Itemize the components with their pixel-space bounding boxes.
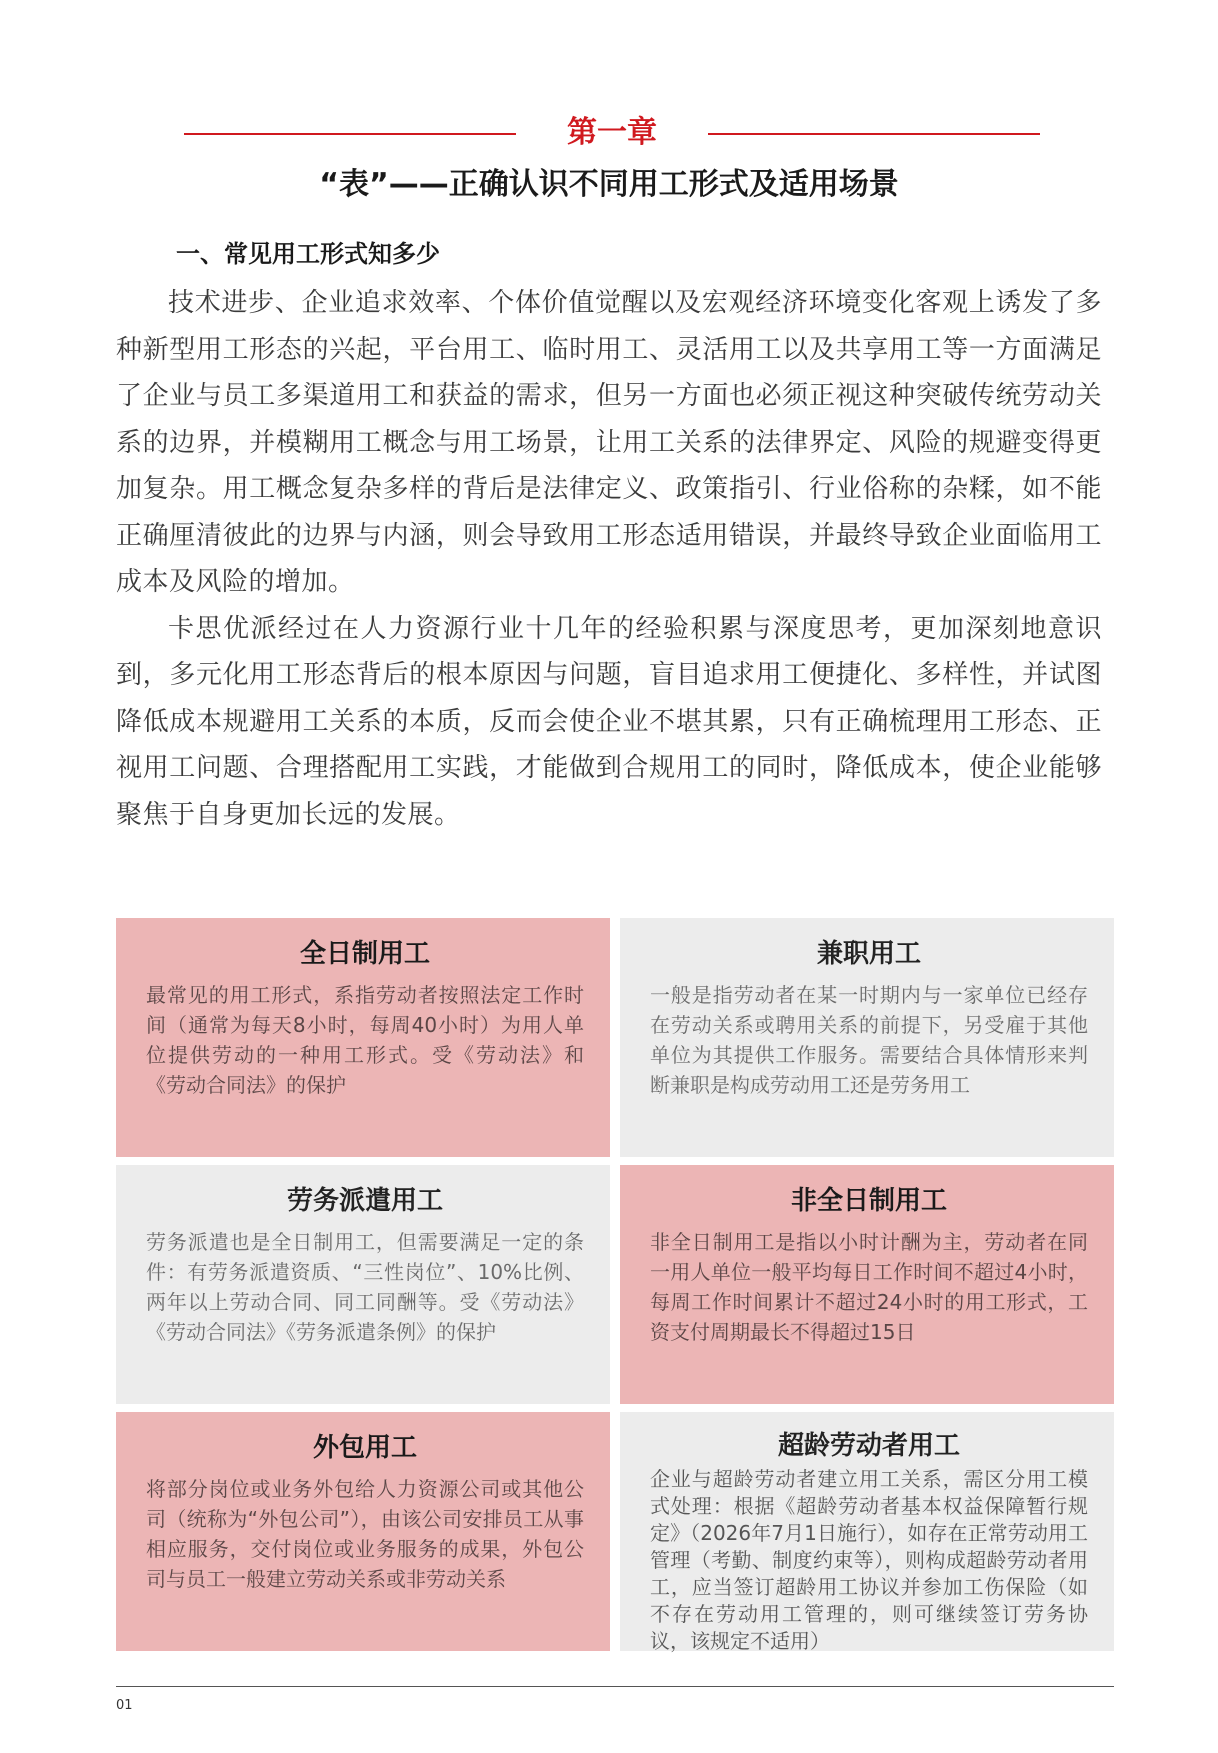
footer-rule: [116, 1686, 1114, 1687]
page-number: 01: [116, 1698, 133, 1713]
chapter-label: 第一章: [567, 115, 657, 150]
paragraph: 卡思优派经过在人力资源行业十几年的经验积累与深度思考，更加深刻地意识到，多元化用工形态背后的根本原因与问题，盲目追求用工便捷化、多样性，并试图降低成本规避用工关系的本质，反而会使企业不堪其累，只有正确梳理用工形态、正视用工问题、合理搭配用工实践，才能做到合规用工的同时，降低成本，使企业能够聚焦于自身更加长远的发展。: [116, 613, 1102, 830]
card-labor-dispatch: [116, 1165, 610, 1404]
card-title: 非全日制用工: [790, 1186, 947, 1216]
card-body: 企业与超龄劳动者建立用工关系，需区分用工模式处理：根据《超龄劳动者基本权益保障暂行规定》（2026年7月1日施行），如存在正常劳动用工管理（考勤、制度约束等），则构成超龄劳动者用工，应当签订超龄用工协议并参加工伤保险（如不存在劳动用工管理的，则可继续签订劳务协议，该规定不适用）: [650, 1467, 1088, 1653]
card-non-full-time: [620, 1165, 1114, 1404]
chapter-rule-right: [708, 133, 1040, 135]
card-title: 外包用工: [312, 1433, 417, 1463]
chapter-title: “表”——正确认识不同用工形式及适用场景: [319, 167, 899, 202]
card-title: 超龄劳动者用工: [777, 1431, 960, 1461]
card-body: 一般是指劳动者在某一时期内与一家单位已经存在劳动关系或聘用关系的前提下，另受雇于其他单位为其提供工作服务。需要结合具体情形来判断兼职是构成劳动用工还是劳务用工: [650, 983, 1088, 1097]
card-outsourcing: [116, 1412, 610, 1651]
card-full-time: [116, 918, 610, 1157]
card-over-age-workers: [620, 1412, 1114, 1651]
card-body: 将部分岗位或业务外包给人力资源公司或其他公司（统称为“外包公司”），由该公司安排员工从事相应服务，交付岗位或业务服务的成果，外包公司与员工一般建立劳动关系或非劳动关系: [146, 1477, 584, 1591]
card-title: 兼职用工: [816, 939, 921, 969]
card-title: 全日制用工: [299, 939, 430, 969]
paragraph: 技术进步、企业追求效率、个体价值觉醒以及宏观经济环境变化客观上诱发了多种新型用工形态的兴起，平台用工、临时用工、灵活用工以及共享用工等一方面满足了企业与员工多渠道用工和获益的需求，但另一方面也必须正视这种突破传统劳动关系的边界，并模糊用工概念与用工场景，让用工关系的法律界定、风险的规避变得更加复杂。用工概念复杂多样的背后是法律定义、政策指引、行业俗称的杂糅，如不能正确厘清彼此的边界与内涵，则会导致用工形态适用错误，并最终导致企业面临用工成本及风险的增加。: [116, 288, 1102, 597]
card-body: 劳务派遣也是全日制用工，但需要满足一定的条件：有劳务派遣资质、“三性岗位”、10%比例、两年以上劳动合同、同工同酬等。受《劳动法》《劳动合同法》《劳务派遣条例》的保护: [146, 1230, 584, 1344]
chapter-header: [184, 108, 1040, 158]
card-body: 非全日制用工是指以小时计酬为主，劳动者在同一用人单位一般平均每日工作时间不超过4小时，每周工作时间累计不超过24小时的用工形式，工资支付周期最长不得超过15日: [650, 1230, 1088, 1344]
card-part-time-job: [620, 918, 1114, 1157]
section-heading: 一、常见用工形式知多少: [176, 240, 440, 268]
employment-types-grid: [116, 918, 1114, 1653]
card-title: 劳务派遣用工: [286, 1186, 443, 1216]
card-body: 最常见的用工形式，系指劳动者按照法定工作时间（通常为每天8小时，每周40小时）为用人单位提供劳动的一种用工形式。受《劳动法》和《劳动合同法》的保护: [146, 983, 584, 1097]
body-text: [116, 280, 1102, 838]
